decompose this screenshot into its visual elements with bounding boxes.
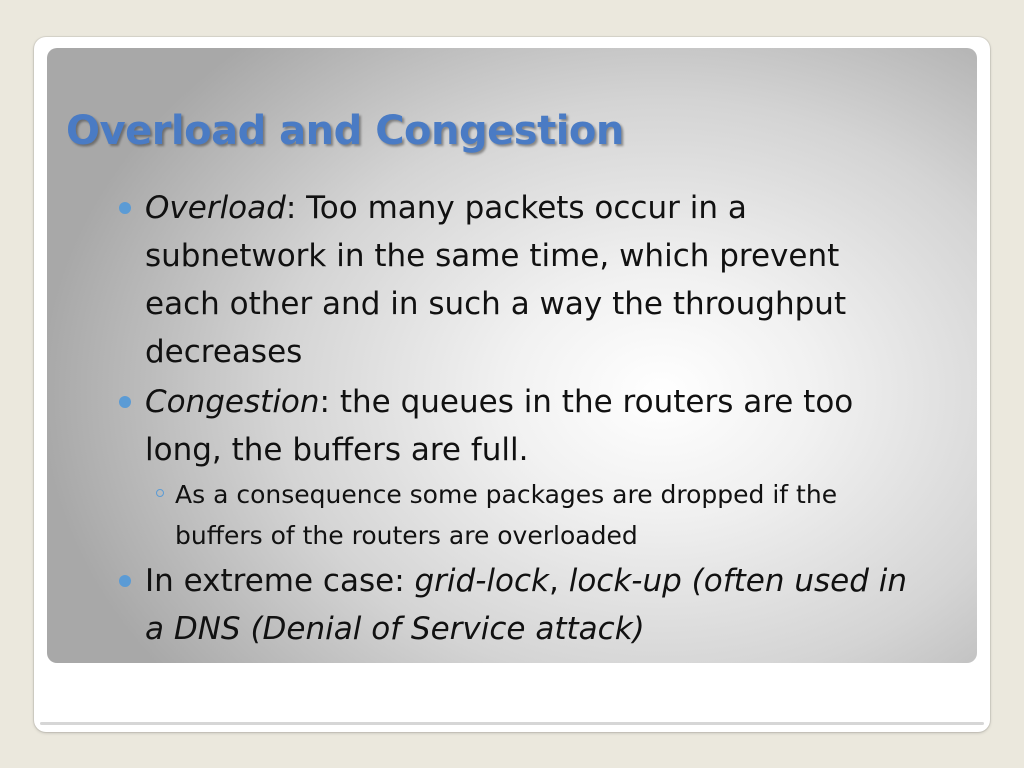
sub-bullet-consequence [118,474,908,556]
bullet-term: Congestion [145,384,320,420]
bullet-prefix: In extreme case: [145,563,415,599]
bullet-term: Overload [145,190,286,226]
bullet-congestion [118,378,908,474]
bullet-term-grid-lock: grid-lock [414,563,549,599]
bullet-extreme-case [118,557,908,653]
bullet-text: : the queues in the routers are too long, the buffers are full. [145,384,854,468]
bullet-overload [118,184,908,376]
bullet-icon [119,396,131,408]
bullet-icon [119,575,131,587]
bullet-icon [119,202,131,214]
slide-body [118,184,908,653]
bullet-separator: , [548,563,569,599]
frame-divider [40,722,984,725]
slide-title: Overload and Congestion [66,108,624,154]
bullet-text: : Too many packets occur in a subnetwork in the same time, which prevent each other and in such a way the throughput decreases [145,190,847,370]
bullet-term-lock-up: lock-up (often used in a DNS (Denial of Service attack) [145,563,908,647]
sub-bullet-text: As a consequence some packages are dropped if the buffers of the routers are overloaded [175,480,838,550]
sub-bullet-icon [156,489,164,497]
